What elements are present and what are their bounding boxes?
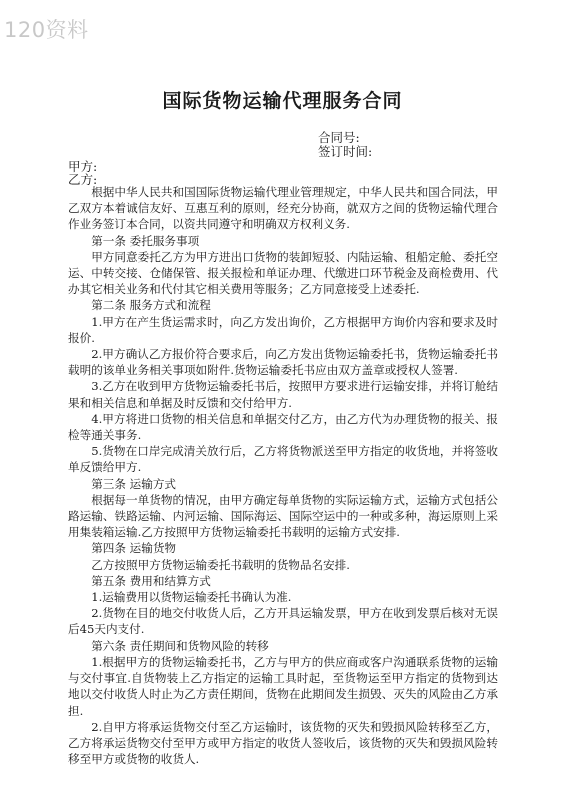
article-2-item-4: 4.甲方将进口货物的相关信息和单据交付乙方，由乙方代为办理货物的报关、报检等通关事务. xyxy=(68,411,498,443)
document-title: 国际货物运输代理服务合同 xyxy=(162,90,403,112)
article-3-heading: 第三条 运输方式 xyxy=(91,476,177,491)
contract-number-label: 合同号: xyxy=(318,130,360,145)
article-3-paragraph: 根据每一单货物的情况，由甲方确定每单货物的实际运输方式，运输方式包括公路运输、铁路运输、内河运输、国际海运、国际空运中的一种或多种，海运原则上采用集装箱运输.乙方按照甲方货物运输委托书载明的运输方式安排. xyxy=(68,492,498,540)
article-1-heading: 第一条 委托服务事项 xyxy=(91,233,200,248)
article-4-heading: 第四条 运输货物 xyxy=(91,541,177,556)
article-4-paragraph: 乙方按照甲方货物运输委托书载明的货物品名安排. xyxy=(91,557,350,572)
party-b-label: 乙方: xyxy=(68,172,98,187)
article-2-heading: 第二条 服务方式和流程 xyxy=(91,298,211,313)
contract-body xyxy=(68,184,498,767)
article-5-heading: 第五条 费用和结算方式 xyxy=(91,573,211,588)
article-2-item-1: 1.甲方在产生货运需求时，向乙方发出询价，乙方根据甲方询价内容和要求及时报价. xyxy=(68,314,498,345)
article-2-item-3: 3.乙方在收到甲方货物运输委托书后，按照甲方要求进行运输安排，并将订舱结果和相关信息和单据及时反馈和交付给甲方. xyxy=(68,379,498,410)
preamble-paragraph: 根据中华人民共和国国际货物运输代理业管理规定，中华人民共和国合同法，甲乙双方本着诚信友好、互惠互利的原则，经充分协商，就双方之间的货物运输代理合作业务签订本合同，以资共同遵守和明确双方权利义务. xyxy=(68,185,498,232)
article-5-item-1: 1.运输费用以货物运输委托书确认为准. xyxy=(91,590,292,605)
article-6-item-2: 2.自甲方将承运货物交付至乙方运输时，该货物的灭失和毁损风险转移至乙方，乙方将承运货物交付至甲方或甲方指定的收货人签收后，该货物的灭失和毁损风险转移至甲方或货物的收货人. xyxy=(68,719,498,767)
sign-time-label: 签订时间: xyxy=(318,144,373,159)
article-6-item-1: 1.根据甲方的货物运输委托书，乙方与甲方的供应商或客户沟通联系货物的运输与交付事宜.自货物装上乙方指定的运输工具时起，至货物运至甲方指定的货物到达地以交付收货人时止为乙方责任期间，货物在此期间发生损毁、灭失的风险由乙方承担. xyxy=(68,654,498,718)
watermark: 120资料 xyxy=(4,18,89,42)
article-6-heading: 第六条 责任期间和货物风险的转移 xyxy=(91,638,269,653)
article-2-item-5: 5.货物在口岸完成清关放行后，乙方将货物派送至甲方指定的收货地，并将签收单反馈给甲方. xyxy=(68,444,498,475)
article-2-item-2: 2.甲方确认乙方报价符合要求后，向乙方发出货物运输委托书，货物运输委托书载明的该单业务相关事项如附件.货物运输委托书应由双方盖章或授权人签署. xyxy=(68,347,498,378)
article-1-paragraph: 甲方同意委托乙方为甲方进出口货物的装卸短驳、内陆运输、租船定舱、委托空运、中转交接、仓储保管、报关报检和单证办理、代缴进口环节税金及商检费用、代办其它相关业务和代付其它相关费用等服务；乙方同意接受上述委托. xyxy=(68,249,498,297)
article-5-item-2: 2.货物在目的地交付收货人后，乙方开具运输发票，甲方在收到发票后核对无误后45天内支付. xyxy=(68,606,498,637)
party-a-label: 甲方: xyxy=(68,159,98,174)
